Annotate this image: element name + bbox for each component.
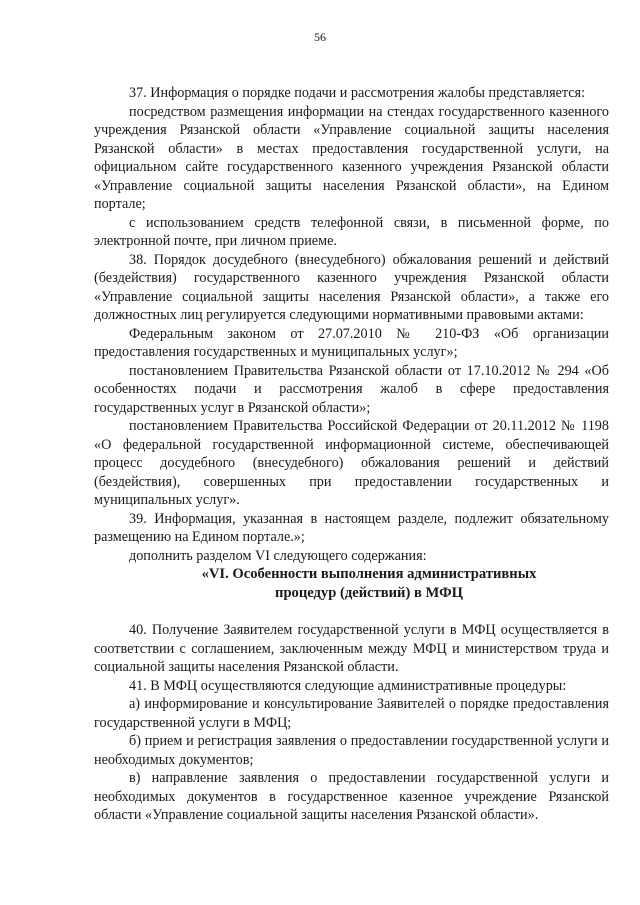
list-item-b: б) прием и регистрация заявления о предоставлении государственной услуги и необходимых документов; [94, 733, 609, 768]
paragraph-39: 39. Информация, указанная в настоящем разделе, подлежит обязательному размещению на Едином портале.»; [94, 510, 609, 545]
paragraph-40: 40. Получение Заявителем государственной услуги в МФЦ осуществляется в соответствии с соглашением, заключенным между МФЦ и министерством труда и социальной защиты населения Рязанской области. [94, 622, 609, 675]
paragraph-federal-decree: постановлением Правительства Российской Федерации от 20.11.2012 № 1198 «О федеральной государственной информационной системе, обеспечивающей процесс досудебного (внесудебного) обжалования решений и действий (бездействия), совершенных при предоставлении государственных и муниципальных услуг». [94, 418, 609, 508]
section-title-line1: «VI. Особенности выполнения административных [201, 566, 537, 582]
document-body [94, 84, 609, 825]
paragraph-stands: посредством размещения информации на стендах государственного казенного учреждения Рязанской области «Управление социальной защиты населения Рязанской области» в местах предоставления государственной услуги, на официальном сайте государственного казенного учреждения Рязанской области «Управление социальной защиты населения Рязанской области», на Едином портале; [94, 103, 609, 212]
list-item-a: а) информирование и консультирование Заявителей о порядке предоставления государственной услуги в МФЦ; [94, 696, 609, 731]
paragraph-38: 38. Порядок досудебного (внесудебного) обжалования решений и действий (бездействия) государственного казенного учреждения Рязанской области «Управление социальной защиты населения Рязанской области», а также его должностных лиц регулируется следующими нормативными правовыми актами: [94, 251, 609, 323]
section-spacer [94, 603, 609, 621]
page-number: 56 [314, 30, 326, 44]
paragraph-37: 37. Информация о порядке подачи и рассмотрения жалобы представляется: [129, 85, 586, 101]
paragraph-federal-law: Федеральным законом от 27.07.2010 № 210-ФЗ «Об организации предоставления государственных и муниципальных услуг»; [94, 325, 609, 360]
list-item-c: в) направление заявления о предоставлении государственной услуги и необходимых документов в государственное казенное учреждение Рязанской области «Управление социальной защиты населения Рязанской области». [94, 770, 609, 823]
section-title-line2: процедур (действий) в МФЦ [275, 585, 463, 601]
paragraph-add-section: дополнить разделом VI следующего содержания: [129, 547, 427, 564]
paragraph-regional-decree: постановлением Правительства Рязанской области от 17.10.2012 № 294 «Об особенностях подачи и рассмотрения жалоб в сфере предоставления государственных услуг в Рязанской области»; [94, 362, 609, 416]
paragraph-phone: с использованием средств телефонной связи, в письменной форме, по электронной почте, при личном приеме. [94, 214, 609, 249]
paragraph-41: 41. В МФЦ осуществляются следующие административные процедуры: [129, 677, 567, 694]
